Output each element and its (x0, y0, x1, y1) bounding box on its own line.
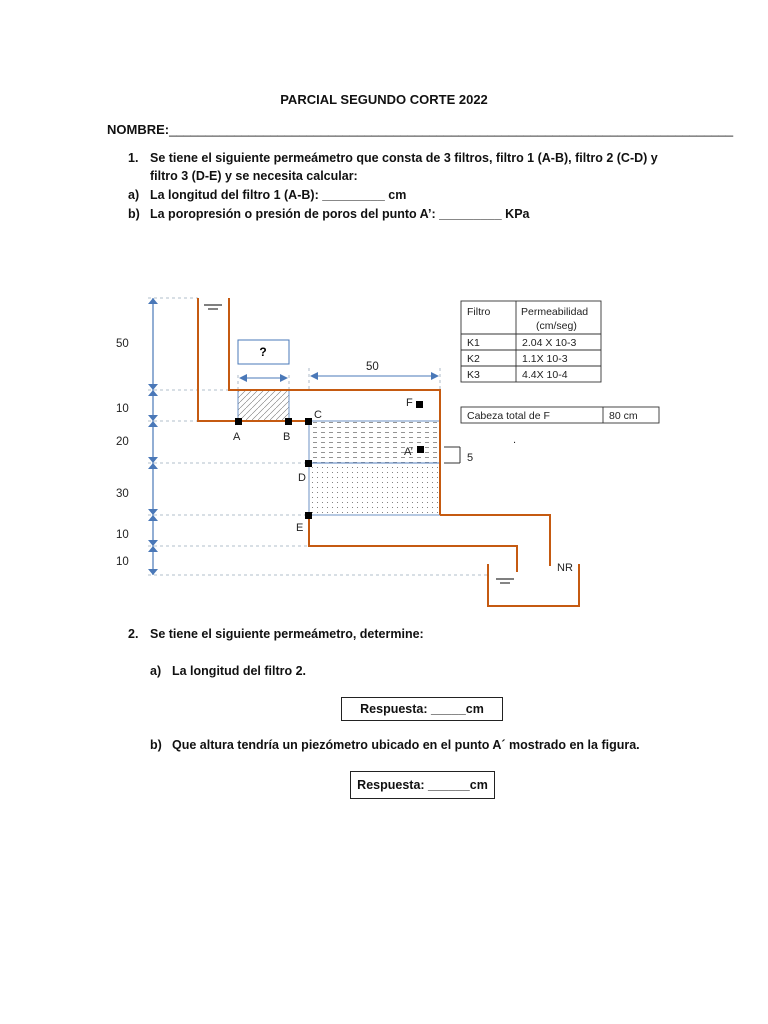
table-header-units: (cm/seg) (536, 320, 577, 332)
table-cell: K3 (467, 369, 480, 381)
point-e-label: E (296, 522, 304, 534)
unknown-length-label: ? (259, 345, 267, 359)
q2-a (150, 664, 306, 678)
top-dim-label: 50 (366, 361, 379, 373)
stray-dot: . (513, 434, 517, 446)
q1-b-label: b) (128, 207, 140, 221)
dim-label-6: 10 (116, 556, 129, 568)
q2-a-text: La longitud del filtro 2. (172, 664, 307, 678)
page-title: PARCIAL SEGUNDO CORTE 2022 (280, 92, 488, 107)
q1-a-text: La longitud del filtro 1 (A-B): _________ cm (150, 188, 407, 202)
dim-label-2: 10 (116, 403, 129, 415)
dim-label-5: 10 (116, 529, 129, 541)
q2-b-text: Que altura tendría un piezómetro ubicado en el punto A´ mostrado en la figura. (172, 738, 640, 752)
nombre-label: NOMBRE: (107, 122, 170, 137)
point-f-marker (416, 401, 423, 408)
answer-box-b[interactable]: Respuesta: ______cm (350, 771, 495, 799)
head-box (461, 407, 659, 423)
point-f-label: F (406, 397, 413, 409)
q2-a-label: a) (150, 664, 162, 678)
point-b-label: B (283, 431, 291, 443)
q1-text-1: Se tiene el siguiente permeámetro que consta de 3 filtros, filtro 1 (A-B), filtro 2 (C-D) y (150, 151, 658, 165)
point-a-label: A (233, 431, 241, 443)
q2-b-label: b) (150, 738, 162, 752)
dim-label-3: 20 (116, 436, 129, 448)
head-box-value: 80 cm (609, 410, 638, 422)
small-dim-bracket (444, 447, 460, 463)
point-a-prime-marker (417, 446, 424, 453)
filter-1 (238, 390, 289, 421)
q1-number: 1. (128, 151, 139, 165)
q2-number: 2. (128, 627, 139, 641)
q1-a-label: a) (128, 188, 140, 202)
filter-3 (309, 463, 440, 515)
point-d-label: D (298, 472, 306, 484)
q2-text: Se tiene el siguiente permeámetro, determine: (150, 627, 424, 641)
q2-line (128, 627, 424, 641)
q1-text-2: filtro 3 (D-E) y se necesita calcular: (150, 169, 358, 183)
dim-label-1: 50 (116, 338, 129, 350)
point-d-marker (305, 460, 312, 467)
point-c-label: C (314, 409, 322, 421)
permeability-table (461, 301, 601, 382)
nr-label: NR (557, 562, 573, 574)
vertical-dimension (148, 298, 158, 575)
q2-b (150, 738, 640, 752)
table-cell: 2.04 X 10-3 (522, 337, 577, 349)
answer-box-a[interactable]: Respuesta: _____cm (341, 697, 503, 721)
dim-label-4: 30 (116, 488, 129, 500)
table-cell: K1 (467, 337, 480, 349)
small-dim-label: 5 (467, 452, 474, 464)
point-b-marker (285, 418, 292, 425)
table-header-filtro: Filtro (467, 306, 491, 318)
point-a-prime-label: A’ (404, 446, 413, 458)
filter-2 (309, 421, 440, 463)
table-header-perm: Permeabilidad (521, 306, 589, 318)
head-box-label: Cabeza total de F (467, 410, 550, 422)
point-e-marker (305, 512, 312, 519)
table-cell: 1.1X 10-3 (522, 353, 568, 365)
table-cell: K2 (467, 353, 480, 365)
table-cell: 4.4X 10-4 (522, 369, 568, 381)
q1-b-text: La poropresión o presión de poros del punto A’: _________ KPa (150, 207, 530, 221)
nombre-line: ______________________________________________________________________________ (169, 122, 734, 137)
point-c-marker (305, 418, 312, 425)
point-a-marker (235, 418, 242, 425)
